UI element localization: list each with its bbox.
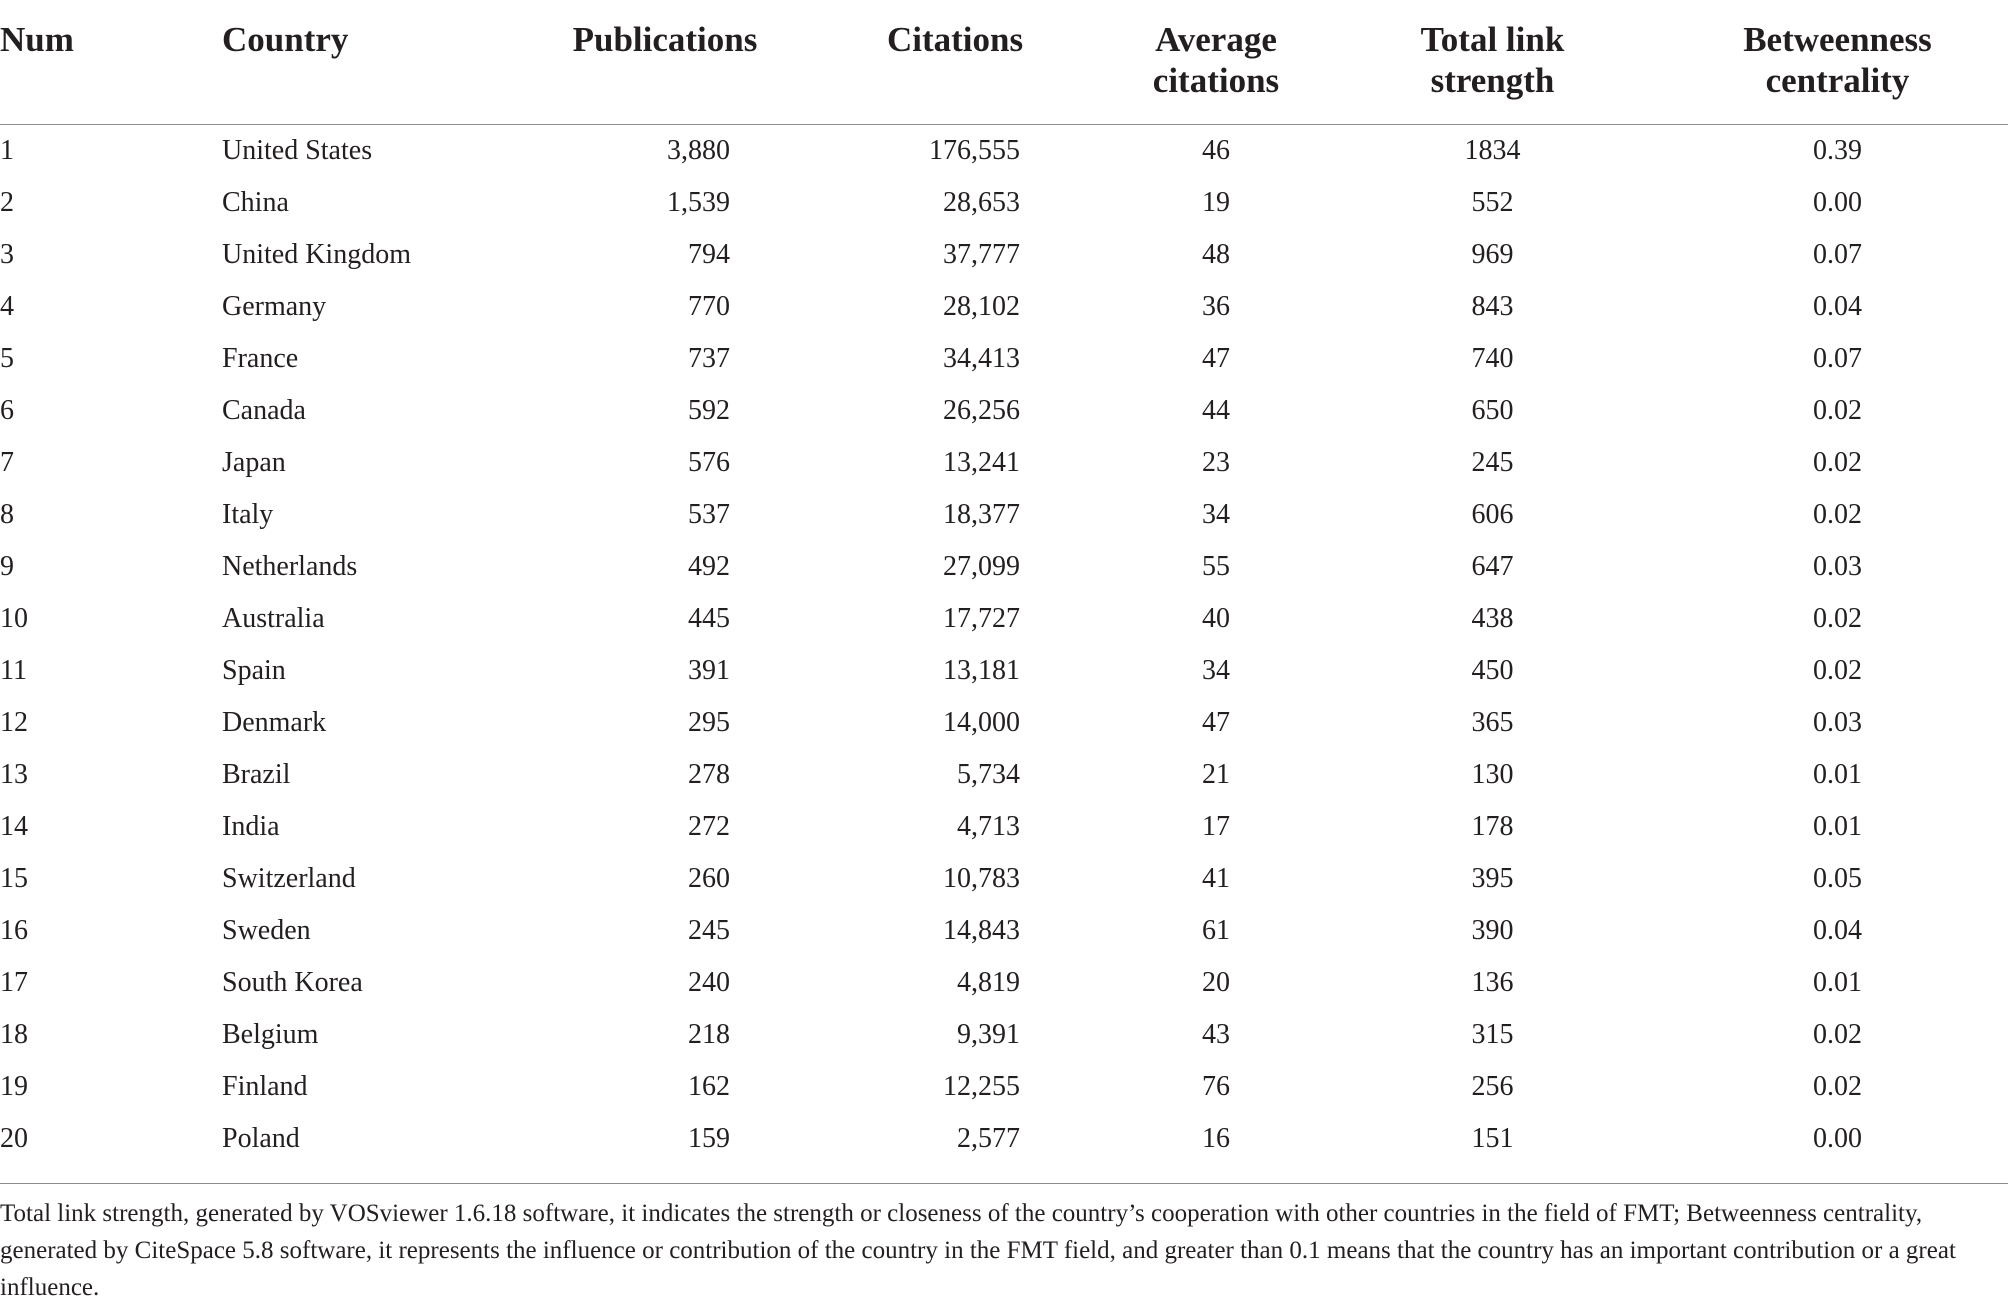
cell-country: Belgium [222, 1018, 319, 1050]
cell-betweenness-centrality-value: 0.00 [1813, 186, 1862, 218]
cell-average-citations [1114, 1009, 1318, 1061]
cell-betweenness-centrality-value: 0.04 [1813, 290, 1862, 322]
cell-betweenness-centrality [1667, 333, 2008, 385]
cell-total-link-strength [1318, 801, 1667, 853]
table-row [0, 593, 2008, 645]
table-row [0, 1009, 2008, 1061]
cell-total-link-strength-value: 438 [1471, 602, 1514, 634]
table-row [0, 281, 2008, 333]
cell-average-citations-value: 46 [1202, 134, 1230, 166]
cell-publications-value: 159 [688, 1122, 730, 1154]
cell-total-link-strength-value: 650 [1471, 394, 1514, 426]
cell-citations-value: 13,181 [943, 654, 1020, 686]
cell-publications [534, 385, 796, 437]
cell-publications [534, 1061, 796, 1113]
cell-betweenness-centrality-value: 0.39 [1813, 134, 1862, 166]
cell-publications-value: 445 [688, 602, 730, 634]
cell-average-citations [1114, 801, 1318, 853]
cell-publications-value: 218 [688, 1018, 730, 1050]
cell-average-citations-value: 41 [1202, 862, 1230, 894]
cell-num: 8 [0, 498, 14, 530]
cell-betweenness-centrality-value: 0.00 [1813, 1122, 1862, 1154]
cell-citations-value: 4,819 [957, 966, 1020, 998]
cell-publications-value: 245 [688, 914, 730, 946]
cell-betweenness-centrality-value: 0.02 [1813, 654, 1862, 686]
cell-total-link-strength [1318, 853, 1667, 905]
cell-num: 10 [0, 602, 28, 634]
cell-total-link-strength [1318, 1009, 1667, 1061]
cell-publications [534, 853, 796, 905]
cell-betweenness-centrality [1667, 1113, 2008, 1165]
cell-citations-value: 4,713 [957, 810, 1020, 842]
cell-country: Italy [222, 498, 274, 530]
cell-total-link-strength-value: 178 [1471, 810, 1514, 842]
cell-publications [534, 333, 796, 385]
header-average-citations: Average citations [1114, 0, 1318, 124]
cell-publications [534, 749, 796, 801]
cell-average-citations [1114, 385, 1318, 437]
cell-publications [534, 124, 796, 177]
cell-total-link-strength-value: 969 [1471, 238, 1514, 270]
table-row [0, 853, 2008, 905]
cell-betweenness-centrality [1667, 489, 2008, 541]
cell-average-citations-value: 76 [1202, 1070, 1230, 1102]
cell-total-link-strength [1318, 489, 1667, 541]
cell-betweenness-centrality [1667, 593, 2008, 645]
cell-citations-value: 17,727 [943, 602, 1020, 634]
cell-average-citations-value: 20 [1202, 966, 1230, 998]
cell-betweenness-centrality-value: 0.01 [1813, 966, 1862, 998]
cell-citations [796, 1061, 1114, 1113]
table-header [0, 0, 2008, 124]
cell-citations [796, 697, 1114, 749]
cell-total-link-strength-value: 365 [1471, 706, 1514, 738]
cell-betweenness-centrality [1667, 853, 2008, 905]
cell-average-citations-value: 21 [1202, 758, 1230, 790]
cell-citations [796, 489, 1114, 541]
cell-country: Australia [222, 602, 325, 634]
cell-publications-value: 3,880 [667, 134, 730, 166]
cell-total-link-strength [1318, 333, 1667, 385]
cell-citations-value: 37,777 [943, 238, 1020, 270]
table-row [0, 697, 2008, 749]
cell-total-link-strength [1318, 124, 1667, 177]
cell-country: South Korea [222, 966, 363, 998]
table-row [0, 333, 2008, 385]
cell-total-link-strength-value: 647 [1471, 550, 1514, 582]
cell-citations [796, 593, 1114, 645]
cell-publications-value: 391 [688, 654, 730, 686]
cell-average-citations [1114, 593, 1318, 645]
cell-total-link-strength-value: 151 [1471, 1122, 1514, 1154]
cell-citations [796, 853, 1114, 905]
cell-total-link-strength-value: 136 [1471, 966, 1514, 998]
cell-betweenness-centrality [1667, 541, 2008, 593]
header-betweenness-centrality: Betweenness centrality [1667, 0, 2008, 124]
cell-publications-value: 794 [688, 238, 730, 270]
cell-total-link-strength [1318, 957, 1667, 1009]
cell-num: 17 [0, 966, 28, 998]
cell-betweenness-centrality-value: 0.01 [1813, 810, 1862, 842]
cell-betweenness-centrality [1667, 385, 2008, 437]
cell-num: 19 [0, 1070, 28, 1102]
cell-publications-value: 576 [688, 446, 730, 478]
cell-num: 11 [0, 654, 27, 686]
table-row [0, 541, 2008, 593]
cell-country: Canada [222, 394, 306, 426]
cell-publications [534, 905, 796, 957]
cell-num: 4 [0, 290, 14, 322]
cell-total-link-strength-value: 606 [1471, 498, 1514, 530]
cell-total-link-strength [1318, 697, 1667, 749]
table-row [0, 124, 2008, 177]
cell-average-citations-value: 61 [1202, 914, 1230, 946]
cell-total-link-strength [1318, 229, 1667, 281]
cell-betweenness-centrality [1667, 1009, 2008, 1061]
cell-average-citations [1114, 697, 1318, 749]
cell-country: Netherlands [222, 550, 358, 582]
cell-num: 3 [0, 238, 14, 270]
cell-betweenness-centrality-value: 0.02 [1813, 602, 1862, 634]
cell-average-citations-value: 47 [1202, 342, 1230, 374]
cell-country: Denmark [222, 706, 327, 738]
cell-publications-value: 537 [688, 498, 730, 530]
cell-num: 6 [0, 394, 14, 426]
cell-average-citations [1114, 1061, 1318, 1113]
cell-average-citations-value: 40 [1202, 602, 1230, 634]
cell-publications [534, 957, 796, 1009]
cell-total-link-strength-value: 256 [1471, 1070, 1514, 1102]
cell-betweenness-centrality-value: 0.02 [1813, 394, 1862, 426]
cell-num: 5 [0, 342, 14, 374]
cell-num: 18 [0, 1018, 28, 1050]
cell-average-citations-value: 55 [1202, 550, 1230, 582]
cell-citations [796, 1009, 1114, 1061]
cell-betweenness-centrality-value: 0.01 [1813, 758, 1862, 790]
cell-betweenness-centrality [1667, 801, 2008, 853]
cell-total-link-strength-value: 395 [1471, 862, 1514, 894]
cell-betweenness-centrality [1667, 229, 2008, 281]
cell-betweenness-centrality-value: 0.02 [1813, 1070, 1862, 1102]
cell-citations [796, 281, 1114, 333]
cell-average-citations-value: 34 [1202, 498, 1230, 530]
cell-average-citations-value: 34 [1202, 654, 1230, 686]
cell-average-citations-value: 43 [1202, 1018, 1230, 1050]
cell-citations-value: 26,256 [943, 394, 1020, 426]
cell-betweenness-centrality-value: 0.02 [1813, 1018, 1862, 1050]
cell-num: 20 [0, 1122, 28, 1154]
table-row [0, 385, 2008, 437]
cell-publications [534, 229, 796, 281]
cell-average-citations [1114, 437, 1318, 489]
cell-total-link-strength [1318, 905, 1667, 957]
cell-publications-value: 260 [688, 862, 730, 894]
table-body [0, 124, 2008, 1165]
cell-average-citations [1114, 749, 1318, 801]
cell-publications-value: 278 [688, 758, 730, 790]
cell-publications [534, 437, 796, 489]
cell-num: 2 [0, 186, 14, 218]
cell-publications [534, 541, 796, 593]
cell-num: 7 [0, 446, 14, 478]
cell-betweenness-centrality [1667, 437, 2008, 489]
cell-citations [796, 957, 1114, 1009]
cell-country: Germany [222, 290, 327, 322]
cell-average-citations [1114, 853, 1318, 905]
cell-citations [796, 229, 1114, 281]
table-row [0, 645, 2008, 697]
cell-average-citations [1114, 124, 1318, 177]
cell-country: India [222, 810, 280, 842]
cell-total-link-strength [1318, 281, 1667, 333]
cell-country: United Kingdom [222, 238, 411, 270]
cell-average-citations [1114, 957, 1318, 1009]
cell-average-citations [1114, 645, 1318, 697]
cell-citations [796, 124, 1114, 177]
cell-betweenness-centrality [1667, 957, 2008, 1009]
cell-average-citations-value: 23 [1202, 446, 1230, 478]
table-row [0, 489, 2008, 541]
cell-betweenness-centrality-value: 0.05 [1813, 862, 1862, 894]
cell-citations-value: 10,783 [943, 862, 1020, 894]
cell-betweenness-centrality [1667, 177, 2008, 229]
cell-citations-value: 5,734 [957, 758, 1020, 790]
cell-citations-value: 34,413 [943, 342, 1020, 374]
cell-publications-value: 272 [688, 810, 730, 842]
cell-total-link-strength-value: 450 [1471, 654, 1514, 686]
cell-citations-value: 27,099 [943, 550, 1020, 582]
cell-total-link-strength [1318, 385, 1667, 437]
cell-publications-value: 240 [688, 966, 730, 998]
cell-betweenness-centrality [1667, 1061, 2008, 1113]
cell-total-link-strength [1318, 593, 1667, 645]
cell-citations-value: 9,391 [957, 1018, 1020, 1050]
cell-average-citations [1114, 905, 1318, 957]
cell-citations-value: 14,000 [943, 706, 1020, 738]
cell-num: 12 [0, 706, 28, 738]
header-total-link-strength: Total link strength [1318, 0, 1667, 124]
cell-country: Finland [222, 1070, 308, 1102]
cell-country: China [222, 186, 289, 218]
cell-publications [534, 177, 796, 229]
cell-citations [796, 541, 1114, 593]
cell-publications [534, 697, 796, 749]
cell-total-link-strength-value: 1834 [1464, 134, 1521, 166]
table-row [0, 749, 2008, 801]
table-footnote: Total link strength, generated by VOSviewer 1.6.18 software, it indicates the strength or closeness of the country’s cooperation with other countries in the field of FMT; Betweenness centrality, generated by CiteSpace 5.8 software, it represents the influence or contribution of the country in the FMT field, and greater than 0.1 means that the country has an important contribution or a great influence. [0, 1200, 1956, 1301]
cell-citations [796, 1113, 1114, 1165]
cell-average-citations [1114, 177, 1318, 229]
header-country: Country [222, 0, 534, 124]
cell-total-link-strength [1318, 1061, 1667, 1113]
cell-average-citations-value: 17 [1202, 810, 1230, 842]
cell-country: Sweden [222, 914, 311, 946]
cell-publications [534, 281, 796, 333]
cell-betweenness-centrality-value: 0.07 [1813, 238, 1862, 270]
cell-citations-value: 176,555 [929, 134, 1020, 166]
cell-betweenness-centrality-value: 0.02 [1813, 446, 1862, 478]
cell-publications-value: 295 [688, 706, 730, 738]
header-citations: Citations [796, 0, 1114, 124]
cell-publications [534, 489, 796, 541]
cell-betweenness-centrality [1667, 749, 2008, 801]
cell-citations [796, 385, 1114, 437]
cell-publications-value: 770 [688, 290, 730, 322]
table-row [0, 1113, 2008, 1165]
cell-citations-value: 14,843 [943, 914, 1020, 946]
cell-publications-value: 1,539 [667, 186, 730, 218]
cell-average-citations [1114, 333, 1318, 385]
cell-citations [796, 749, 1114, 801]
cell-betweenness-centrality [1667, 124, 2008, 177]
table-row [0, 437, 2008, 489]
cell-total-link-strength [1318, 177, 1667, 229]
table-row [0, 905, 2008, 957]
cell-citations-value: 2,577 [957, 1122, 1020, 1154]
cell-publications [534, 801, 796, 853]
cell-citations-value: 28,102 [943, 290, 1020, 322]
cell-country: France [222, 342, 299, 374]
cell-publications-value: 162 [688, 1070, 730, 1102]
cell-citations [796, 905, 1114, 957]
cell-citations [796, 177, 1114, 229]
cell-total-link-strength-value: 552 [1471, 186, 1514, 218]
cell-num: 1 [0, 134, 14, 166]
cell-num: 14 [0, 810, 28, 842]
cell-citations [796, 333, 1114, 385]
cell-citations [796, 645, 1114, 697]
cell-average-citations-value: 19 [1202, 186, 1230, 218]
cell-betweenness-centrality-value: 0.03 [1813, 550, 1862, 582]
cell-country: Spain [222, 654, 286, 686]
table-bottom-rule [0, 1183, 2008, 1184]
cell-country: Brazil [222, 758, 291, 790]
cell-citations-value: 28,653 [943, 186, 1020, 218]
cell-citations-value: 18,377 [943, 498, 1020, 530]
cell-citations-value: 13,241 [943, 446, 1020, 478]
cell-betweenness-centrality-value: 0.03 [1813, 706, 1862, 738]
cell-average-citations-value: 36 [1202, 290, 1230, 322]
cell-num: 15 [0, 862, 28, 894]
cell-average-citations [1114, 541, 1318, 593]
cell-betweenness-centrality [1667, 697, 2008, 749]
table-row [0, 957, 2008, 1009]
cell-publications [534, 645, 796, 697]
table-row [0, 801, 2008, 853]
cell-total-link-strength [1318, 749, 1667, 801]
cell-country: Switzerland [222, 862, 356, 894]
cell-publications [534, 1009, 796, 1061]
table-row [0, 1061, 2008, 1113]
cell-average-citations-value: 48 [1202, 238, 1230, 270]
cell-country: United States [222, 134, 373, 166]
cell-betweenness-centrality-value: 0.07 [1813, 342, 1862, 374]
cell-total-link-strength [1318, 437, 1667, 489]
cell-average-citations-value: 16 [1202, 1122, 1230, 1154]
cell-total-link-strength-value: 390 [1471, 914, 1514, 946]
cell-publications [534, 1113, 796, 1165]
cell-betweenness-centrality [1667, 645, 2008, 697]
cell-publications [534, 593, 796, 645]
cell-total-link-strength [1318, 541, 1667, 593]
cell-total-link-strength-value: 843 [1471, 290, 1514, 322]
cell-average-citations [1114, 489, 1318, 541]
cell-citations [796, 437, 1114, 489]
cell-num: 16 [0, 914, 28, 946]
cell-betweenness-centrality [1667, 905, 2008, 957]
cell-total-link-strength-value: 315 [1471, 1018, 1514, 1050]
cell-num: 13 [0, 758, 28, 790]
cell-total-link-strength [1318, 645, 1667, 697]
cell-country: Poland [222, 1122, 300, 1154]
table-row [0, 177, 2008, 229]
cell-num: 9 [0, 550, 14, 582]
cell-betweenness-centrality [1667, 281, 2008, 333]
header-publications: Publications [534, 0, 796, 124]
cell-citations [796, 801, 1114, 853]
cell-total-link-strength [1318, 1113, 1667, 1165]
header-num: Num [0, 0, 222, 124]
cell-publications-value: 592 [688, 394, 730, 426]
cell-average-citations [1114, 229, 1318, 281]
cell-average-citations [1114, 281, 1318, 333]
cell-publications-value: 737 [688, 342, 730, 374]
cell-country: Japan [222, 446, 286, 478]
cell-average-citations [1114, 1113, 1318, 1165]
cell-average-citations-value: 44 [1202, 394, 1230, 426]
cell-average-citations-value: 47 [1202, 706, 1230, 738]
cell-total-link-strength-value: 740 [1471, 342, 1514, 374]
header-row [0, 0, 2008, 124]
cell-total-link-strength-value: 130 [1471, 758, 1514, 790]
table-row [0, 229, 2008, 281]
cell-citations-value: 12,255 [943, 1070, 1020, 1102]
cell-publications-value: 492 [688, 550, 730, 582]
cell-betweenness-centrality-value: 0.04 [1813, 914, 1862, 946]
cell-betweenness-centrality-value: 0.02 [1813, 498, 1862, 530]
cell-total-link-strength-value: 245 [1471, 446, 1514, 478]
